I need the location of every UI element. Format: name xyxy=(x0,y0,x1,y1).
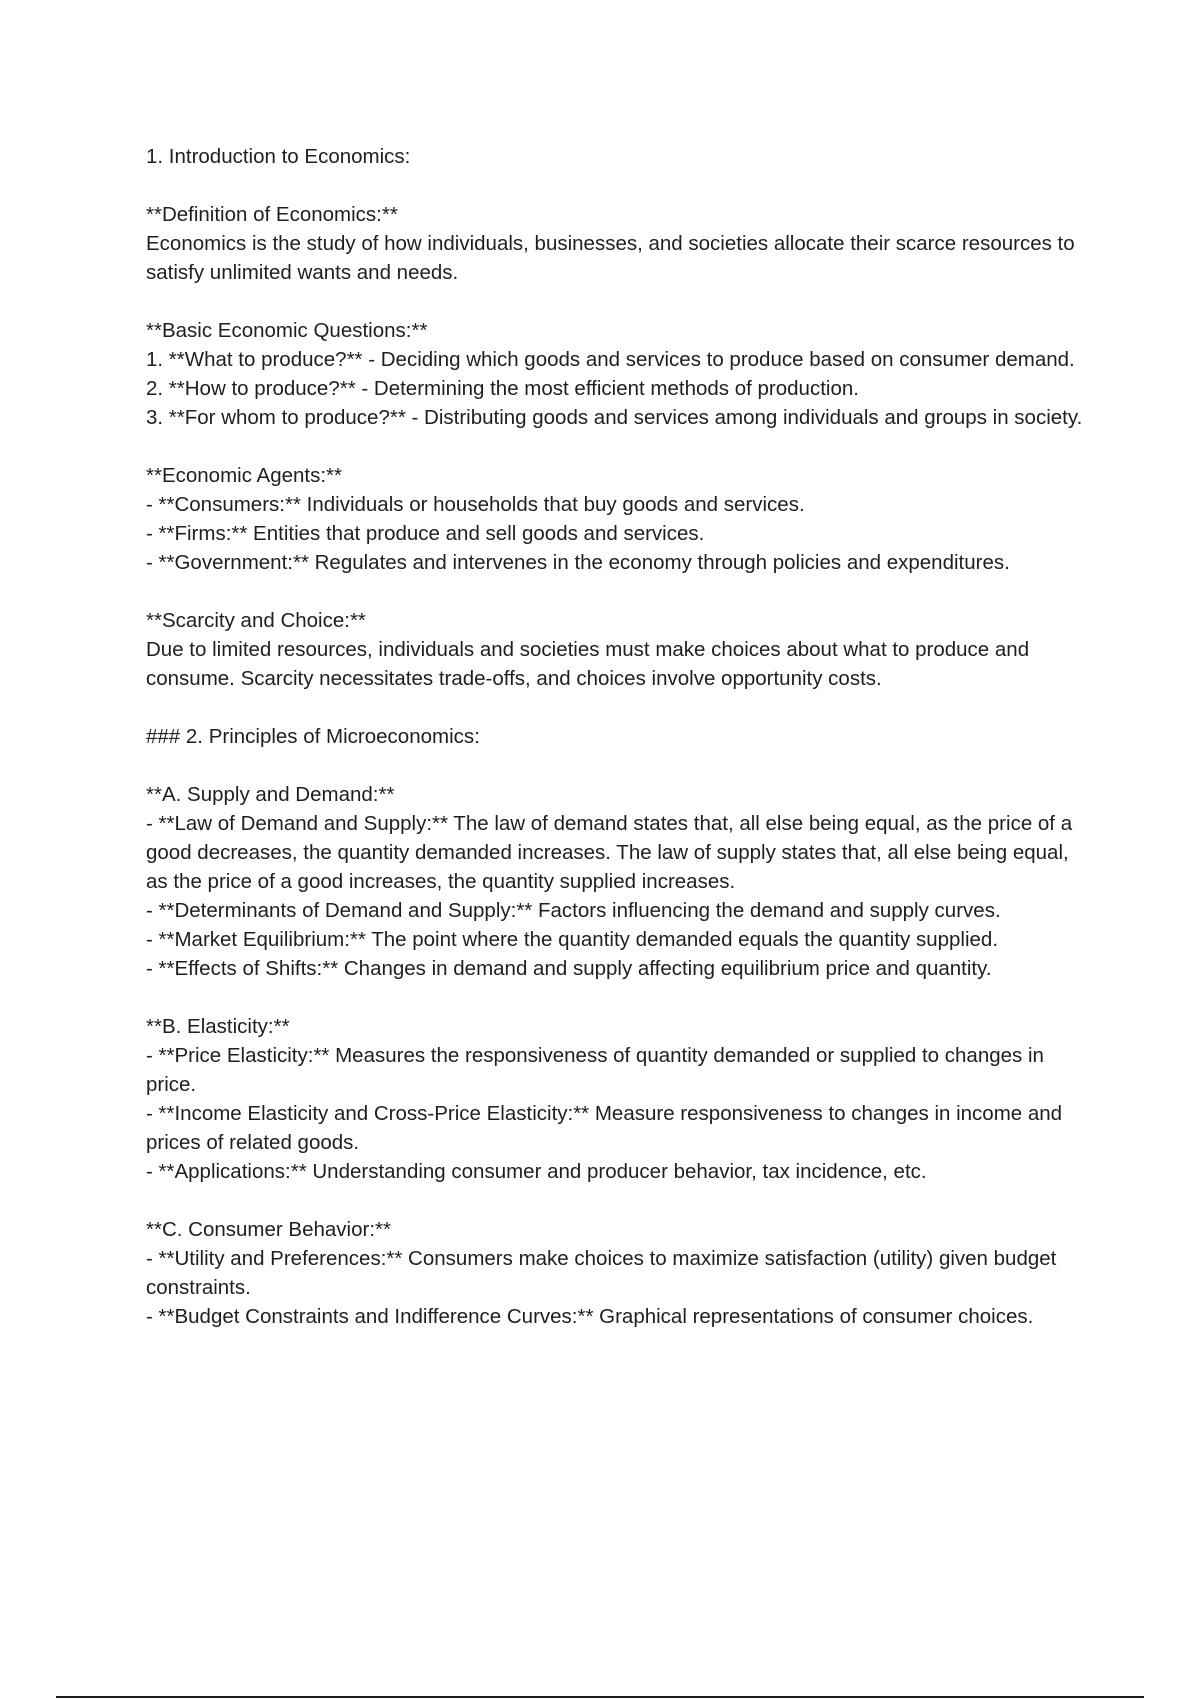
paragraph-gap xyxy=(146,1186,1086,1215)
text-block xyxy=(146,606,1086,693)
text-line: - **Budget Constraints and Indifference Curves:** Graphical representations of consumer choices. xyxy=(146,1305,1034,1328)
text-block xyxy=(146,1012,1086,1186)
text-line: - **Income Elasticity and Cross-Price Elasticity:** Measure responsiveness to changes in income and prices of related goods. xyxy=(146,1102,1063,1154)
text-line: - **Applications:** Understanding consumer and producer behavior, tax incidence, etc. xyxy=(146,1160,927,1183)
text-block xyxy=(146,1215,1086,1331)
text-line: 2. **How to produce?** - Determining the most efficient methods of production. xyxy=(146,377,859,400)
text-line: **B. Elasticity:** xyxy=(146,1015,290,1038)
paragraph-gap xyxy=(146,751,1086,780)
paragraph-gap xyxy=(146,983,1086,1012)
text-line: **Definition of Economics:** xyxy=(146,203,398,226)
text-line: 3. **For whom to produce?** - Distributing goods and services among individuals and groups in society. xyxy=(146,406,1083,429)
text-line: - **Law of Demand and Supply:** The law of demand states that, all else being equal, as the price of a good decreases, the quantity demanded increases. The law of supply states that, all else being equal, as the price of a good increases, the quantity supplied increases. xyxy=(146,812,1073,893)
text-block xyxy=(146,780,1086,983)
text-line: - **Firms:** Entities that produce and sell goods and services. xyxy=(146,522,705,545)
text-line: Economics is the study of how individuals, businesses, and societies allocate their scarce resources to satisfy unlimited wants and needs. xyxy=(146,232,1075,284)
footer-rule xyxy=(56,1696,1144,1698)
paragraph-gap xyxy=(146,577,1086,606)
text-line: - **Effects of Shifts:** Changes in demand and supply affecting equilibrium price and quantity. xyxy=(146,957,992,980)
text-line: - **Determinants of Demand and Supply:** Factors influencing the demand and supply curves. xyxy=(146,899,1001,922)
paragraph-gap xyxy=(146,287,1086,316)
text-line: 1. Introduction to Economics: xyxy=(146,145,411,168)
paragraph-gap xyxy=(146,432,1086,461)
text-line: Due to limited resources, individuals and societies must make choices about what to produce and consume. Scarcity necessitates trade-offs, and choices involve opportunity costs. xyxy=(146,638,1030,690)
text-line: **Basic Economic Questions:** xyxy=(146,319,428,342)
text-block xyxy=(146,200,1086,287)
text-line: ### 2. Principles of Microeconomics: xyxy=(146,725,480,748)
text-line: 1. **What to produce?** - Deciding which goods and services to produce based on consumer demand. xyxy=(146,348,1075,371)
text-line: - **Price Elasticity:** Measures the responsiveness of quantity demanded or supplied to changes in price. xyxy=(146,1044,1044,1096)
text-block xyxy=(146,316,1086,432)
text-line: **C. Consumer Behavior:** xyxy=(146,1218,391,1241)
text-line: **Economic Agents:** xyxy=(146,464,343,487)
text-line: **A. Supply and Demand:** xyxy=(146,783,395,806)
text-line: - **Government:** Regulates and intervenes in the economy through policies and expenditures. xyxy=(146,551,1010,574)
paragraph-gap xyxy=(146,693,1086,722)
text-block xyxy=(146,461,1086,577)
text-line: - **Market Equilibrium:** The point where the quantity demanded equals the quantity supplied. xyxy=(146,928,999,951)
document-body xyxy=(146,142,1086,1331)
text-line: **Scarcity and Choice:** xyxy=(146,609,366,632)
text-line: - **Utility and Preferences:** Consumers make choices to maximize satisfaction (utility) given budget constraints. xyxy=(146,1247,1057,1299)
text-block xyxy=(146,142,1086,171)
paragraph-gap xyxy=(146,171,1086,200)
text-block xyxy=(146,722,1086,751)
text-line: - **Consumers:** Individuals or households that buy goods and services. xyxy=(146,493,805,516)
